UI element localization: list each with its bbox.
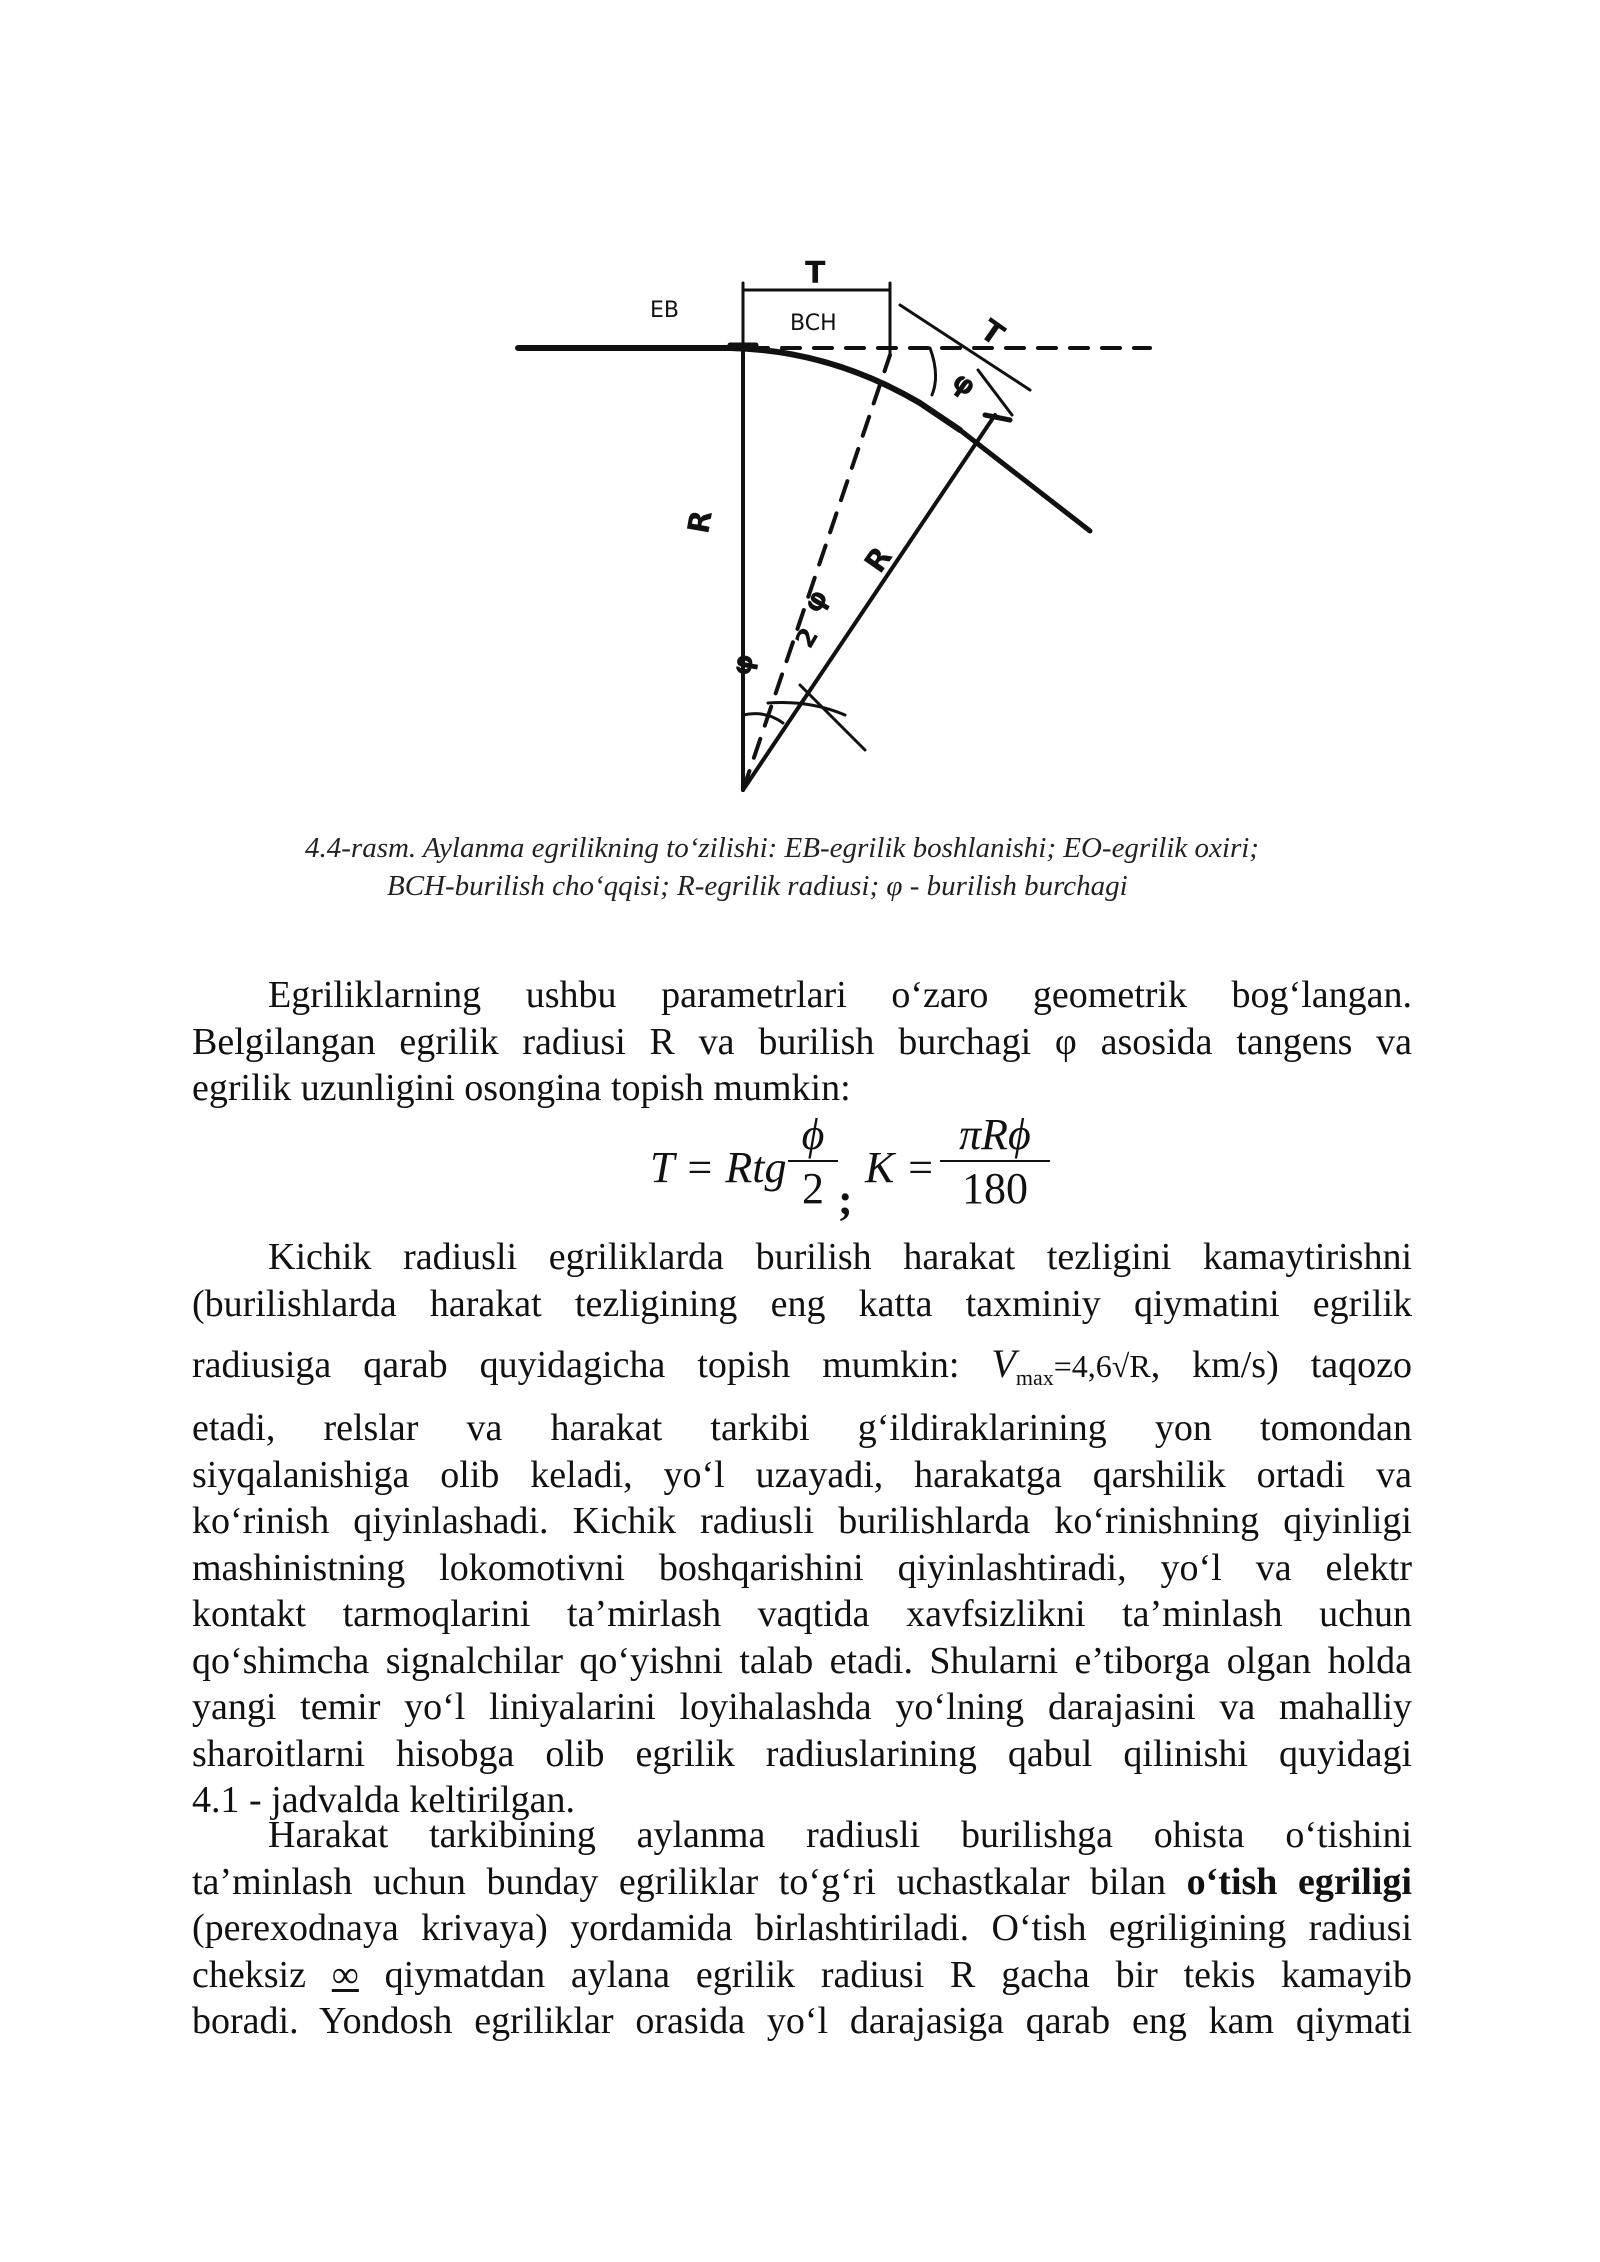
p2-line10: yangi temir yo‘l liniyalarini loyihalashda yo‘lning darajasini va mahalliy xyxy=(192,1686,1412,1728)
curve-arc xyxy=(730,348,960,430)
p3-line3: (perexodnaya krivaya) yordamida birlashtiriladi. O‘tish egriligining radiusi xyxy=(192,1907,1412,1949)
infinity-symbol: ∞ xyxy=(331,1953,359,1996)
formula-t-lhs: T = Rtg xyxy=(650,1143,787,1192)
formula-separator: ; xyxy=(838,1175,853,1224)
bisector-dashed xyxy=(743,355,890,790)
phi-half-den-label: 2 xyxy=(790,622,826,654)
radius-diagonal xyxy=(743,415,995,790)
p2-line3 xyxy=(192,1327,1412,1405)
figure-caption-line2: BCH-burilish cho‘qqisi; R-egrilik radiusi; φ - burilish burchagi xyxy=(387,870,1128,902)
r-left-label: R xyxy=(681,507,720,537)
p2-line6: ko‘rinish qiyinlashadi. Kichik radiusli burilishlarda ko‘rinishning qiyinligi xyxy=(192,1500,1412,1542)
formula-t-num: ϕ xyxy=(788,1110,838,1162)
phi-top-label: φ xyxy=(945,363,983,404)
formula-k-fraction xyxy=(940,1110,1050,1216)
formula-block xyxy=(640,1110,1060,1230)
curve-diagram-svg xyxy=(500,245,1180,805)
p3-line5: boradi. Yondosh egriliklar orasida yo‘l darajasiga qarab eng kam qiymati xyxy=(192,2000,1412,2042)
p2-line5: siyqalanishiga olib keladi, yo‘l uzayadi, harakatga qarshilik ortadi va xyxy=(192,1453,1412,1496)
eb-label: EB xyxy=(650,298,679,323)
vmax-formula: $V_{max}=4,6√R$ xyxy=(991,1341,1151,1390)
p3-line2: ta’minlash uchun bunday egriliklar to‘g‘ri uchastkalar bilan o‘tish egriligi xyxy=(192,1860,1412,1903)
p3-line4: cheksiz ∞ qiymatdan aylana egrilik radiusi R gacha bir tekis kamayib xyxy=(192,1953,1413,1996)
p2-line8: kontakt tarmoqlarini ta’mirlash vaqtida xavfsizlikni ta’minlash uchun xyxy=(192,1593,1412,1635)
term-otish-egriligi: o‘tish egriligi xyxy=(1186,1860,1412,1903)
paragraph-1 xyxy=(192,972,1412,1112)
p2-line11: sharoitlarni hisobga olib egrilik radiuslarining qabul qilinishi quyidagi xyxy=(192,1732,1412,1775)
p2-line3a: radiusiga qarab quyidagicha topish mumkin: xyxy=(192,1344,960,1386)
exit-tangent-line xyxy=(960,430,1090,531)
curve-diagram xyxy=(500,245,1180,805)
p2-line12: 4.1 - jadvalda keltirilgan. xyxy=(192,1779,576,1821)
p2-line3b: , km/s) taqozo xyxy=(1150,1344,1413,1386)
p1-line1: Egriliklarning ushbu parametrlari o‘zaro geometrik bog‘langan. xyxy=(268,974,1412,1016)
p2-line4: etadi, relslar va harakat tarkibi g‘ildiraklarining yon tomondan xyxy=(192,1407,1412,1449)
p1-line2: Belgilangan egrilik radiusi R va burilish burchagi φ asosida tangens va xyxy=(192,1020,1412,1063)
t-diag-label: T xyxy=(973,312,1011,354)
formula-t-den: 2 xyxy=(802,1164,824,1213)
formula-k-num: πRϕ xyxy=(940,1110,1050,1162)
figure-caption-line1: 4.4-rasm. Aylanma egrilikning to‘zilishi: EB-egrilik boshlanishi; EO-egrilik oxiri; xyxy=(305,832,1259,864)
paragraph-3 xyxy=(192,1812,1412,2045)
formula-k-lhs: K = xyxy=(865,1143,936,1192)
formula-t-fraction xyxy=(788,1110,838,1216)
r-diag-label: R xyxy=(857,540,900,580)
p2-line7: mashinistning lokomotivni boshqarishini qiyinlashtiradi, yo‘l va elektr xyxy=(192,1546,1412,1589)
p2-line2: (burilishlarda harakat tezligining eng katta taxminiy qiymatini egrilik xyxy=(192,1282,1412,1325)
p1-line3: egrilik uzunligini osongina topish mumkin: xyxy=(192,1067,851,1109)
p3-line1: Harakat tarkibining aylanma radiusli burilishga ohista o‘tishini xyxy=(268,1814,1412,1856)
p2-line1: Kichik radiusli egriliklarda burilish harakat tezligini kamaytirishni xyxy=(268,1236,1412,1278)
formula-k-den: 180 xyxy=(962,1164,1028,1213)
phi-half-label: φ xyxy=(795,583,836,619)
phi-bottom-label: φ xyxy=(724,650,761,679)
bch-label: BCH xyxy=(790,311,837,336)
paragraph-2 xyxy=(192,1234,1412,1824)
p2-line9: qo‘shimcha signalchilar qo‘yishni talab etadi. Shularni e’tiborga olgan holda xyxy=(192,1639,1412,1682)
t-top-label: T xyxy=(805,256,826,291)
